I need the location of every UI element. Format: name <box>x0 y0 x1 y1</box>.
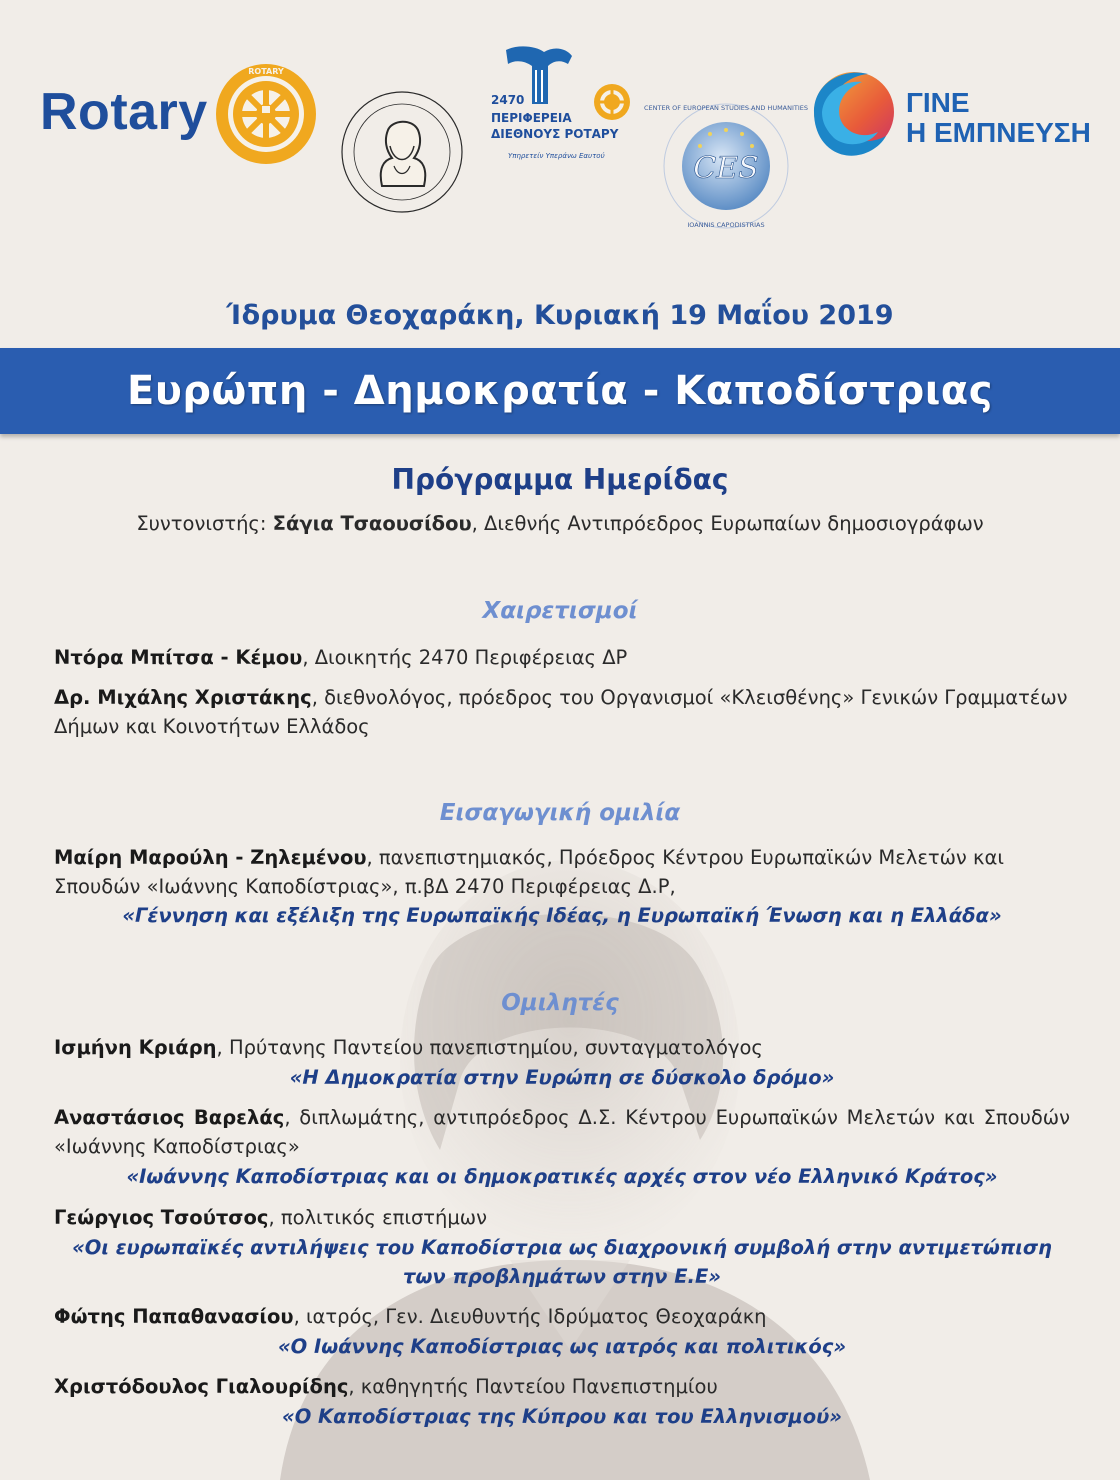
district-name-line2: ΔΙΕΘΝΟΥΣ ΡΟΤΑΡΥ <box>491 127 619 141</box>
person-name: Γεώργιος Τσούτσος <box>54 1206 269 1229</box>
rotary-wheel-icon <box>212 60 320 168</box>
event-title: Ευρώπη - Δημοκρατία - Καποδίστριας <box>127 368 993 414</box>
speaker-entry <box>54 1103 1070 1161</box>
moderator-role: , Διεθνής Αντιπρόεδρος Ευρωπαίων δημοσιογράφων <box>471 512 984 535</box>
speaker-entry <box>54 1372 1070 1401</box>
person-role: , Πρύτανης Παντείου πανεπιστημίου, συνταγματολόγος <box>216 1036 763 1059</box>
section-speakers: Ομιλητές <box>501 990 619 1016</box>
talk-title: «Ο Καποδίστριας της Κύπρου και του Ελληνισμού» <box>282 1405 842 1428</box>
talk-title: «Η Δημοκρατία στην Ευρώπη σε δύσκολο δρόμο» <box>289 1066 835 1089</box>
district-2470-logo <box>488 42 638 172</box>
district-number: 2470 <box>491 93 525 107</box>
seal-logo <box>338 88 466 216</box>
person-role: , Διοικητής 2470 Περιφέρειας ΔΡ <box>302 646 628 669</box>
district-name-line1: ΠΕΡΙΦΕΡΕΙΑ <box>491 111 572 125</box>
person-role: , πανεπιστημιακός, Πρόεδρος Κέντρου Ευρωπαϊκών Μελετών και Σπουδών «Ιωάννης Καποδίστριας», π.βΔ 2470 Περιφέρειας Δ.Ρ, <box>54 846 1004 898</box>
section-intro: Εισαγωγική ομιλία <box>439 800 681 826</box>
inspire-line1: ΓΙΝΕ <box>906 87 970 118</box>
event-venue-date: Ίδρυμα Θεοχαράκη, Κυριακή 19 Μαΐου 2019 <box>226 300 894 331</box>
person-role: , διπλωμάτης, αντιπρόεδρος Δ.Σ. Κέντρου Ευρωπαϊκών Μελετών και Σπουδών «Ιωάννης Καποδίστριας» <box>54 1106 1071 1158</box>
talk-title: «Οι ευρωπαϊκές αντιλήψεις του Καποδίστρια ως διαχρονική συμβολή στην αντιμετώπιση των προβλημάτων στην Ε.Ε» <box>72 1236 1052 1288</box>
person-role: , πολιτικός επιστήμων <box>268 1206 488 1229</box>
talk-title: «Γέννηση και εξέλιξη της Ευρωπαϊκής Ιδέας, η Ευρωπαϊκή Ένωση και η Ελλάδα» <box>122 904 1002 927</box>
logo-strip <box>0 0 1120 260</box>
person-role: , καθηγητής Παντείου Πανεπιστημίου <box>348 1375 718 1398</box>
person-name: Χριστόδουλος Γιαλουρίδης <box>54 1375 349 1398</box>
person-name: Ισμήνη Κριάρη <box>54 1036 217 1059</box>
greeting-entry <box>54 643 1070 672</box>
inspire-logo <box>806 66 1096 166</box>
person-name: Μαίρη Μαρούλη - Ζηλεμένου <box>54 846 367 869</box>
title-banner <box>0 348 1120 434</box>
moderator-name: Σάγια Τσαουσίδου <box>272 512 472 535</box>
person-role: , ιατρός, Γεν. Διευθυντής Ιδρύματος Θεοχαράκη <box>293 1305 767 1328</box>
speaker-entry <box>54 1302 1070 1331</box>
person-role: , διεθνολόγος, πρόεδρος του Οργανισμοί «Κλεισθένης» Γενικών Γραμματέων Δήμων και Κοινοτήτων Ελλάδος <box>54 686 1068 738</box>
section-greetings: Χαιρετισμοί <box>482 598 638 624</box>
person-name: Δρ. Μιχάλης Χριστάκης <box>54 686 312 709</box>
ces-ring-bottom: IOANNIS CAPODISTRIAS <box>687 221 765 229</box>
moderator-line <box>0 512 1120 535</box>
talk-title: «Ιωάννης Καποδίστριας και οι δημοκρατικές αρχές στον νέο Ελληνικό Κράτος» <box>126 1165 998 1188</box>
moderator-label: Συντονιστής: <box>136 512 273 535</box>
speaker-entry <box>54 1203 1070 1232</box>
intro-entry <box>54 843 1070 901</box>
svg-text:ROTARY: ROTARY <box>248 67 284 76</box>
rotary-wordmark: Rotary <box>40 83 208 141</box>
ces-ring-text: CENTER OF EUROPEAN STUDIES AND HUMANITIES <box>643 104 809 112</box>
district-motto: Υπηρετείν Υπεράνω Εαυτού <box>508 152 605 160</box>
greeting-entry <box>54 683 1070 741</box>
speaker-entry <box>54 1033 1070 1062</box>
person-name: Αναστάσιος Βαρελάς <box>54 1106 285 1129</box>
program-heading: Πρόγραμμα Ημερίδας <box>391 463 729 496</box>
person-name: Φώτης Παπαθανασίου <box>54 1305 294 1328</box>
inspire-line2: Η ΕΜΠΝΕΥΣΗ <box>906 117 1091 148</box>
talk-title: «Ο Ιωάννης Καποδίστριας ως ιατρός και πολιτικός» <box>277 1335 847 1358</box>
ces-mark: CES <box>693 151 759 186</box>
ces-logo <box>643 100 809 232</box>
person-name: Ντόρα Μπίτσα - Κέμου <box>54 646 303 669</box>
